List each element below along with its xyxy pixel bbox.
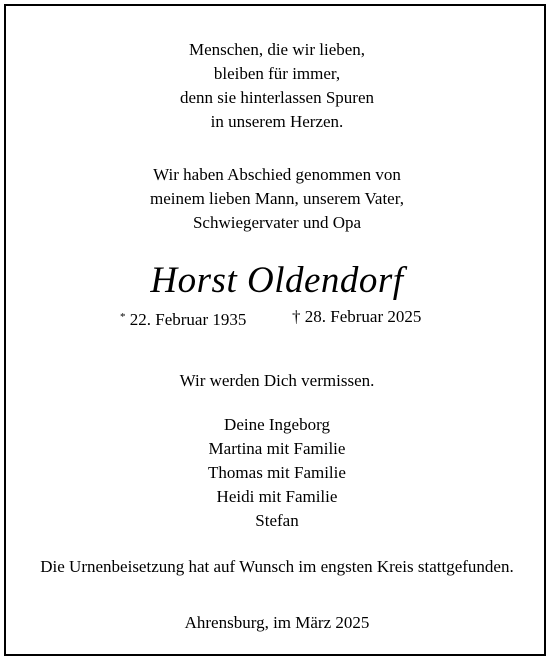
mourner-2: Martina mit Familie (208, 439, 346, 458)
death-date: 28. Februar 2025 (304, 307, 422, 326)
poem-line-4: in unserem Herzen. (210, 112, 344, 131)
poem-line-2: bleiben für immer, (213, 64, 341, 83)
birth-date-group (120, 305, 246, 332)
place-and-date: Ahrensburg, im März 2025 (184, 613, 370, 632)
death-symbol: † (292, 307, 301, 326)
death-date-group (292, 305, 421, 329)
birth-symbol: * (120, 311, 126, 323)
mourner-4: Heidi mit Familie (216, 487, 338, 506)
mourner-5: Stefan (255, 511, 299, 530)
poem-line-3: denn sie hinterlassen Spuren (179, 88, 375, 107)
obituary-notice (4, 4, 546, 656)
mourner-3: Thomas mit Familie (208, 463, 346, 482)
miss-line: Wir werden Dich vermissen. (179, 371, 375, 390)
poem-line-1: Menschen, die wir lieben, (188, 40, 366, 59)
mourner-1: Deine Ingeborg (224, 415, 330, 434)
farewell-line-3: Schwiegervater und Opa (192, 213, 362, 232)
birth-date: 22. Februar 1935 (129, 310, 247, 329)
burial-notice: Die Urnenbeisetzung hat auf Wunsch im engsten Kreis stattgefunden. (40, 557, 514, 576)
farewell-line-1: Wir haben Abschied genommen von (153, 165, 401, 184)
farewell-line-2: meinem lieben Mann, unserem Vater, (150, 189, 404, 208)
deceased-name: Horst Oldendorf (150, 260, 404, 301)
